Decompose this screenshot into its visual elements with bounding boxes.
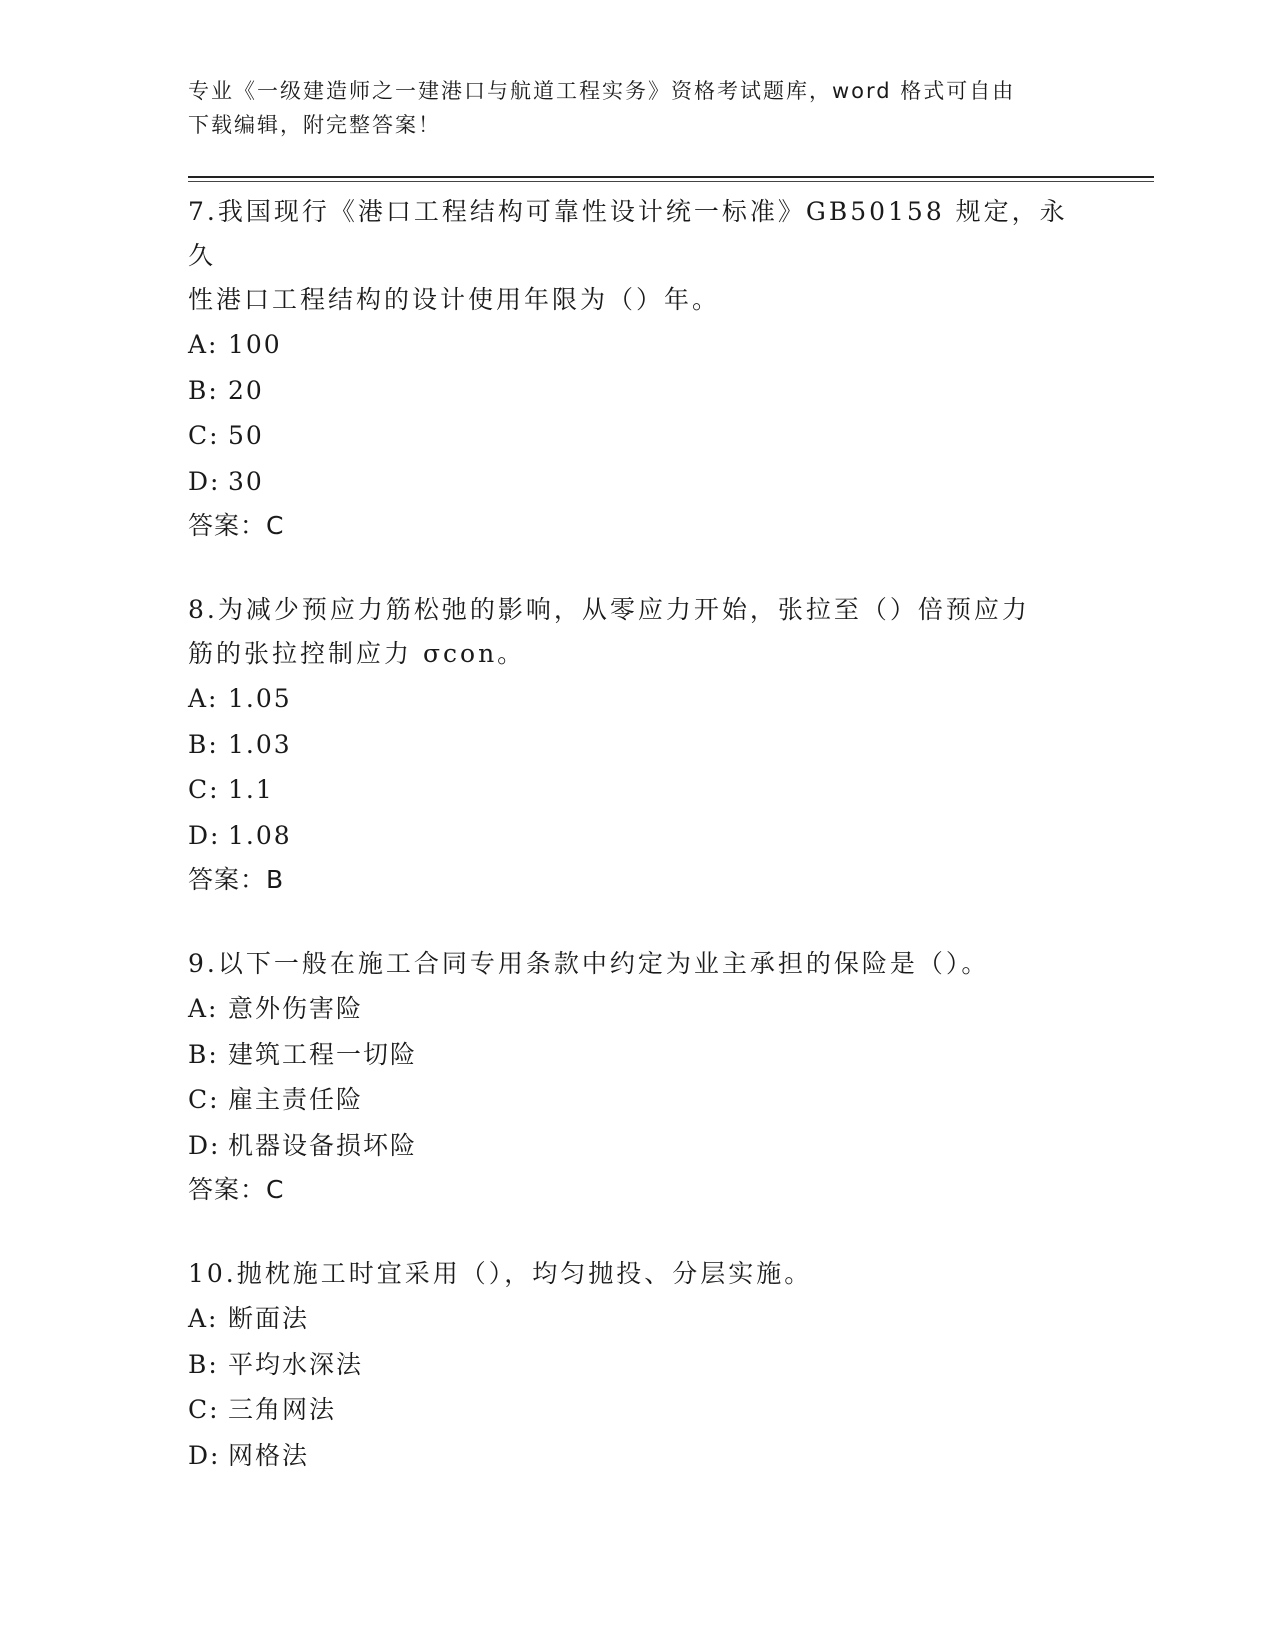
question-stem <box>188 1252 1088 1296</box>
stem-line: 10.抛枕施工时宜采用（），均匀抛投、分层实施。 <box>188 1259 813 1288</box>
option-a <box>188 1296 1088 1342</box>
question-list <box>188 190 1088 1518</box>
option-text: 建筑工程一切险 <box>228 1039 418 1069</box>
answer-label: 答案：C <box>188 1175 285 1204</box>
answer-label: 答案：B <box>188 865 285 894</box>
document-header <box>188 74 1068 142</box>
option-key: D: <box>188 1130 221 1160</box>
option-d <box>188 813 1088 859</box>
option-list <box>188 322 1088 504</box>
option-list <box>188 676 1088 858</box>
option-key: D: <box>188 1440 221 1470</box>
question-7 <box>188 190 1088 548</box>
question-stem <box>188 190 1088 322</box>
option-c <box>188 413 1088 459</box>
option-d <box>188 459 1088 505</box>
option-text: 网格法 <box>228 1440 310 1470</box>
stem-line: 8.为减少预应力筋松弛的影响，从零应力开始，张拉至（）倍预应力 <box>188 595 1030 624</box>
option-key: B: <box>188 1039 219 1069</box>
option-list <box>188 986 1088 1168</box>
option-c <box>188 1387 1088 1433</box>
option-text: 意外伤害险 <box>228 994 364 1023</box>
option-b <box>188 1342 1088 1388</box>
option-text: 20 <box>228 375 264 405</box>
option-key: A: <box>188 994 219 1023</box>
answer-label: 答案：C <box>188 511 285 540</box>
option-text: 1.1 <box>228 775 274 804</box>
option-text: 机器设备损坏险 <box>228 1130 418 1160</box>
option-d <box>188 1123 1088 1169</box>
option-key: A: <box>188 1304 219 1333</box>
stem-line: 筋的张拉控制应力 σcon。 <box>188 639 526 668</box>
option-a <box>188 676 1088 722</box>
option-b <box>188 1032 1088 1078</box>
header-line-2: 下载编辑，附完整答案！ <box>188 113 441 137</box>
header-line-1: 专业《一级建造师之一建港口与航道工程实务》资格考试题库，word 格式可自由 <box>188 79 1016 103</box>
option-c <box>188 767 1088 813</box>
option-text: 100 <box>228 330 282 359</box>
option-text: 1.05 <box>228 684 292 713</box>
option-text: 雇主责任险 <box>228 1085 364 1114</box>
option-key: C: <box>188 1395 220 1424</box>
option-b <box>188 368 1088 414</box>
option-text: 三角网法 <box>228 1395 337 1424</box>
option-list <box>188 1296 1088 1478</box>
option-text: 断面法 <box>228 1304 310 1333</box>
option-key: C: <box>188 421 220 450</box>
option-key: C: <box>188 1085 220 1114</box>
option-a <box>188 322 1088 368</box>
option-key: B: <box>188 729 219 759</box>
question-9 <box>188 942 1088 1212</box>
option-text: 1.03 <box>228 729 292 759</box>
option-key: D: <box>188 820 221 850</box>
option-text: 平均水深法 <box>228 1349 364 1379</box>
option-c <box>188 1077 1088 1123</box>
option-text: 1.08 <box>228 820 292 850</box>
option-key: B: <box>188 1349 219 1379</box>
stem-line: 9.以下一般在施工合同专用条款中约定为业主承担的保险是（）。 <box>188 949 990 978</box>
option-b <box>188 722 1088 768</box>
question-10 <box>188 1252 1088 1478</box>
header-divider-thin <box>188 181 1154 182</box>
option-key: C: <box>188 775 220 804</box>
option-a <box>188 986 1088 1032</box>
question-stem <box>188 942 1088 986</box>
option-key: A: <box>188 330 219 359</box>
option-text: 50 <box>228 421 264 450</box>
question-8 <box>188 588 1088 902</box>
stem-line: 性港口工程结构的设计使用年限为（）年。 <box>188 285 721 314</box>
option-key: D: <box>188 466 221 496</box>
stem-line: 7.我国现行《港口工程结构可靠性设计统一标准》GB50158 规定，永久 <box>188 197 1068 270</box>
option-key: B: <box>188 375 219 405</box>
question-stem <box>188 588 1088 676</box>
option-key: A: <box>188 684 219 713</box>
option-d <box>188 1433 1088 1479</box>
header-divider-thick <box>188 176 1154 178</box>
option-text: 30 <box>228 466 264 496</box>
